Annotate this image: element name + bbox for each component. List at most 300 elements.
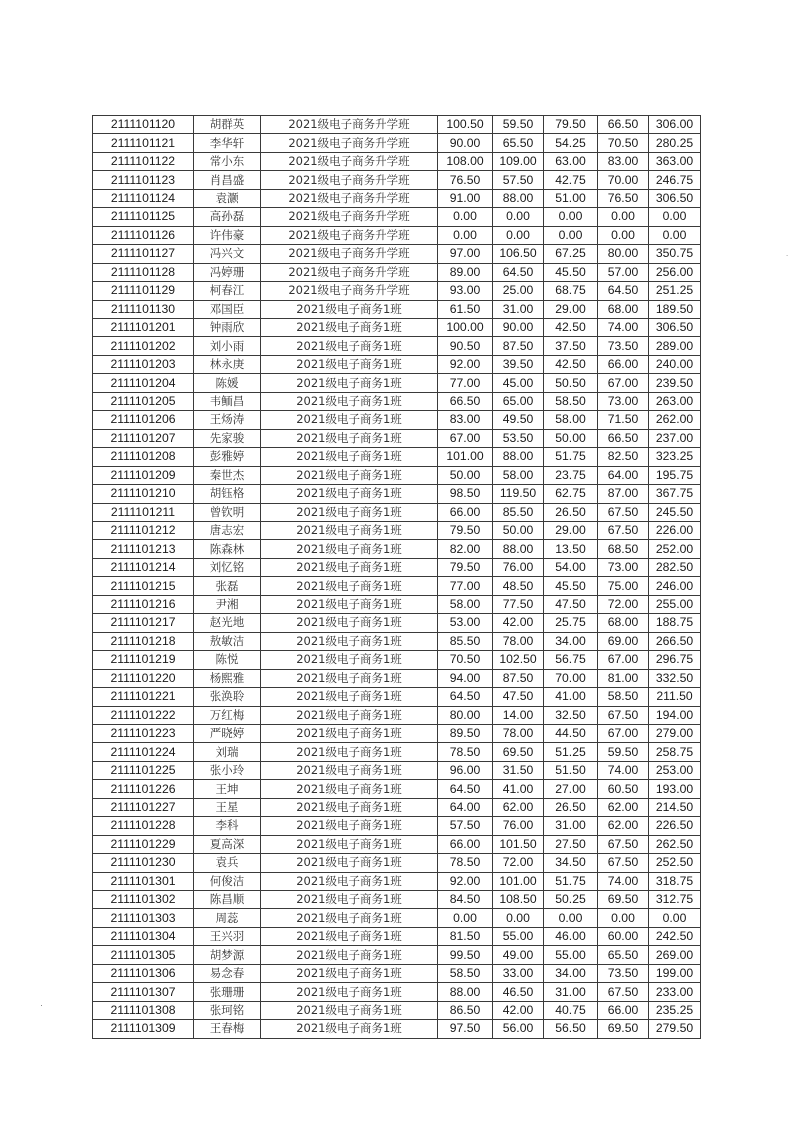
student-name-cell: 易念春 [194, 964, 261, 982]
score-2-cell: 65.50 [493, 134, 544, 152]
student-id-cell: 2111101220 [93, 669, 194, 687]
score-2-cell: 33.00 [493, 964, 544, 982]
score-2-cell: 31.00 [493, 300, 544, 318]
score-1-cell: 100.00 [438, 318, 493, 336]
scan-speck: · [40, 1000, 43, 1010]
score-1-cell: 64.50 [438, 780, 493, 798]
student-id-cell: 2111101130 [93, 300, 194, 318]
score-2-cell: 88.00 [493, 189, 544, 207]
total-score-cell: 251.25 [649, 282, 701, 300]
score-2-cell: 88.00 [493, 540, 544, 558]
class-cell: 2021级电子商务1班 [261, 983, 438, 1001]
class-cell: 2021级电子商务升学班 [261, 226, 438, 244]
score-1-cell: 93.00 [438, 282, 493, 300]
total-score-cell: 269.00 [649, 946, 701, 964]
score-2-cell: 0.00 [493, 909, 544, 927]
table-row [93, 226, 701, 244]
student-id-cell: 2111101307 [93, 983, 194, 1001]
score-1-cell: 57.50 [438, 817, 493, 835]
student-name-cell: 冯婷珊 [194, 263, 261, 281]
score-4-cell: 62.00 [598, 817, 649, 835]
score-4-cell: 68.00 [598, 614, 649, 632]
student-id-cell: 2111101303 [93, 909, 194, 927]
class-cell: 2021级电子商务1班 [261, 411, 438, 429]
student-id-cell: 2111101122 [93, 152, 194, 170]
score-1-cell: 80.00 [438, 706, 493, 724]
score-2-cell: 72.00 [493, 854, 544, 872]
student-id-cell: 2111101224 [93, 743, 194, 761]
score-3-cell: 37.50 [544, 337, 598, 355]
student-name-cell: 肖昌盛 [194, 171, 261, 189]
score-4-cell: 67.00 [598, 651, 649, 669]
score-4-cell: 65.50 [598, 946, 649, 964]
table-row [93, 891, 701, 909]
class-cell: 2021级电子商务升学班 [261, 245, 438, 263]
score-2-cell: 59.50 [493, 116, 544, 134]
class-cell: 2021级电子商务1班 [261, 927, 438, 945]
class-cell: 2021级电子商务1班 [261, 724, 438, 742]
student-name-cell: 林永庚 [194, 355, 261, 373]
total-score-cell: 194.00 [649, 706, 701, 724]
total-score-cell: 296.75 [649, 651, 701, 669]
score-4-cell: 70.00 [598, 171, 649, 189]
score-2-cell: 109.00 [493, 152, 544, 170]
score-3-cell: 45.50 [544, 263, 598, 281]
table-row [93, 429, 701, 447]
score-4-cell: 62.00 [598, 798, 649, 816]
total-score-cell: 253.00 [649, 761, 701, 779]
table-row [93, 263, 701, 281]
score-2-cell: 46.50 [493, 983, 544, 1001]
score-3-cell: 26.50 [544, 798, 598, 816]
score-4-cell: 80.00 [598, 245, 649, 263]
class-cell: 2021级电子商务升学班 [261, 116, 438, 134]
score-3-cell: 29.00 [544, 300, 598, 318]
table-row [93, 448, 701, 466]
class-cell: 2021级电子商务1班 [261, 761, 438, 779]
score-3-cell: 27.50 [544, 835, 598, 853]
student-id-cell: 2111101208 [93, 448, 194, 466]
score-3-cell: 23.75 [544, 466, 598, 484]
score-1-cell: 64.50 [438, 688, 493, 706]
score-1-cell: 66.50 [438, 392, 493, 410]
table-row [93, 318, 701, 336]
class-cell: 2021级电子商务1班 [261, 669, 438, 687]
score-3-cell: 63.00 [544, 152, 598, 170]
class-cell: 2021级电子商务1班 [261, 337, 438, 355]
score-1-cell: 64.00 [438, 798, 493, 816]
student-name-cell: 张磊 [194, 577, 261, 595]
score-1-cell: 53.00 [438, 614, 493, 632]
score-2-cell: 53.50 [493, 429, 544, 447]
score-2-cell: 56.00 [493, 1020, 544, 1038]
student-name-cell: 先家骏 [194, 429, 261, 447]
score-2-cell: 87.50 [493, 337, 544, 355]
class-cell: 2021级电子商务1班 [261, 374, 438, 392]
class-cell: 2021级电子商务1班 [261, 946, 438, 964]
score-1-cell: 97.00 [438, 245, 493, 263]
score-1-cell: 100.50 [438, 116, 493, 134]
score-1-cell: 81.50 [438, 927, 493, 945]
student-id-cell: 2111101222 [93, 706, 194, 724]
score-4-cell: 72.00 [598, 595, 649, 613]
score-1-cell: 50.00 [438, 466, 493, 484]
student-id-cell: 2111101230 [93, 854, 194, 872]
table-row [93, 688, 701, 706]
score-4-cell: 67.00 [598, 374, 649, 392]
score-2-cell: 62.00 [493, 798, 544, 816]
student-id-cell: 2111101207 [93, 429, 194, 447]
score-table [92, 115, 701, 1039]
table-row [93, 521, 701, 539]
score-4-cell: 64.50 [598, 282, 649, 300]
total-score-cell: 252.50 [649, 854, 701, 872]
class-cell: 2021级电子商务1班 [261, 909, 438, 927]
class-cell: 2021级电子商务1班 [261, 817, 438, 835]
score-4-cell: 0.00 [598, 226, 649, 244]
score-4-cell: 69.50 [598, 891, 649, 909]
class-cell: 2021级电子商务1班 [261, 503, 438, 521]
score-1-cell: 79.50 [438, 521, 493, 539]
class-cell: 2021级电子商务1班 [261, 964, 438, 982]
table-row [93, 374, 701, 392]
student-id-cell: 2111101227 [93, 798, 194, 816]
score-1-cell: 86.50 [438, 1001, 493, 1019]
class-cell: 2021级电子商务1班 [261, 392, 438, 410]
total-score-cell: 252.00 [649, 540, 701, 558]
total-score-cell: 214.50 [649, 798, 701, 816]
score-2-cell: 78.00 [493, 632, 544, 650]
student-name-cell: 彭雅婷 [194, 448, 261, 466]
table-row [93, 337, 701, 355]
student-name-cell: 张小玲 [194, 761, 261, 779]
student-name-cell: 张涣聆 [194, 688, 261, 706]
student-name-cell: 杨熙雅 [194, 669, 261, 687]
table-row [93, 392, 701, 410]
class-cell: 2021级电子商务1班 [261, 632, 438, 650]
score-1-cell: 89.50 [438, 724, 493, 742]
score-4-cell: 68.50 [598, 540, 649, 558]
table-row [93, 466, 701, 484]
student-id-cell: 2111101121 [93, 134, 194, 152]
score-4-cell: 69.50 [598, 1020, 649, 1038]
total-score-cell: 0.00 [649, 226, 701, 244]
score-3-cell: 0.00 [544, 909, 598, 927]
score-3-cell: 68.75 [544, 282, 598, 300]
score-3-cell: 50.00 [544, 429, 598, 447]
score-2-cell: 78.00 [493, 724, 544, 742]
student-id-cell: 2111101225 [93, 761, 194, 779]
total-score-cell: 306.50 [649, 318, 701, 336]
table-row [93, 780, 701, 798]
total-score-cell: 266.50 [649, 632, 701, 650]
total-score-cell: 226.50 [649, 817, 701, 835]
student-id-cell: 2111101203 [93, 355, 194, 373]
class-cell: 2021级电子商务1班 [261, 540, 438, 558]
table-row [93, 964, 701, 982]
student-id-cell: 2111101123 [93, 171, 194, 189]
total-score-cell: 189.50 [649, 300, 701, 318]
score-3-cell: 58.50 [544, 392, 598, 410]
class-cell: 2021级电子商务1班 [261, 595, 438, 613]
student-id-cell: 2111101129 [93, 282, 194, 300]
class-cell: 2021级电子商务1班 [261, 1001, 438, 1019]
total-score-cell: 195.75 [649, 466, 701, 484]
class-cell: 2021级电子商务1班 [261, 614, 438, 632]
student-id-cell: 2111101306 [93, 964, 194, 982]
student-id-cell: 2111101302 [93, 891, 194, 909]
score-4-cell: 74.00 [598, 872, 649, 890]
score-3-cell: 58.00 [544, 411, 598, 429]
student-name-cell: 陈森林 [194, 540, 261, 558]
student-id-cell: 2111101218 [93, 632, 194, 650]
student-id-cell: 2111101201 [93, 318, 194, 336]
student-name-cell: 周蕊 [194, 909, 261, 927]
student-name-cell: 常小东 [194, 152, 261, 170]
total-score-cell: 279.00 [649, 724, 701, 742]
table-row [93, 595, 701, 613]
total-score-cell: 245.50 [649, 503, 701, 521]
class-cell: 2021级电子商务升学班 [261, 171, 438, 189]
score-1-cell: 98.50 [438, 485, 493, 503]
student-name-cell: 袁灏 [194, 189, 261, 207]
table-row [93, 152, 701, 170]
score-1-cell: 90.00 [438, 134, 493, 152]
total-score-cell: 255.00 [649, 595, 701, 613]
score-4-cell: 67.00 [598, 724, 649, 742]
class-cell: 2021级电子商务1班 [261, 688, 438, 706]
score-1-cell: 77.00 [438, 577, 493, 595]
table-row [93, 706, 701, 724]
score-2-cell: 0.00 [493, 226, 544, 244]
table-row [93, 872, 701, 890]
class-cell: 2021级电子商务1班 [261, 798, 438, 816]
class-cell: 2021级电子商务升学班 [261, 282, 438, 300]
score-2-cell: 14.00 [493, 706, 544, 724]
student-name-cell: 尹湘 [194, 595, 261, 613]
student-id-cell: 2111101126 [93, 226, 194, 244]
score-3-cell: 0.00 [544, 226, 598, 244]
student-name-cell: 张珂铭 [194, 1001, 261, 1019]
score-3-cell: 26.50 [544, 503, 598, 521]
total-score-cell: 233.00 [649, 983, 701, 1001]
total-score-cell: 312.75 [649, 891, 701, 909]
score-2-cell: 119.50 [493, 485, 544, 503]
score-4-cell: 69.00 [598, 632, 649, 650]
score-2-cell: 42.00 [493, 614, 544, 632]
table-row [93, 134, 701, 152]
table-row [93, 946, 701, 964]
score-3-cell: 50.50 [544, 374, 598, 392]
score-2-cell: 77.50 [493, 595, 544, 613]
class-cell: 2021级电子商务1班 [261, 355, 438, 373]
score-3-cell: 70.00 [544, 669, 598, 687]
score-1-cell: 108.00 [438, 152, 493, 170]
score-1-cell: 0.00 [438, 208, 493, 226]
score-3-cell: 34.00 [544, 964, 598, 982]
table-row [93, 1020, 701, 1038]
student-name-cell: 冯兴文 [194, 245, 261, 263]
student-id-cell: 2111101128 [93, 263, 194, 281]
class-cell: 2021级电子商务1班 [261, 891, 438, 909]
total-score-cell: 367.75 [649, 485, 701, 503]
score-3-cell: 41.00 [544, 688, 598, 706]
total-score-cell: 237.00 [649, 429, 701, 447]
student-id-cell: 2111101210 [93, 485, 194, 503]
table-row [93, 669, 701, 687]
table-row [93, 761, 701, 779]
class-cell: 2021级电子商务1班 [261, 300, 438, 318]
score-4-cell: 67.50 [598, 854, 649, 872]
table-row [93, 411, 701, 429]
score-1-cell: 61.50 [438, 300, 493, 318]
total-score-cell: 240.00 [649, 355, 701, 373]
class-cell: 2021级电子商务1班 [261, 577, 438, 595]
total-score-cell: 282.50 [649, 558, 701, 576]
student-name-cell: 高孙磊 [194, 208, 261, 226]
score-3-cell: 40.75 [544, 1001, 598, 1019]
score-2-cell: 0.00 [493, 208, 544, 226]
table-row [93, 927, 701, 945]
class-cell: 2021级电子商务1班 [261, 521, 438, 539]
score-2-cell: 88.00 [493, 448, 544, 466]
total-score-cell: 235.25 [649, 1001, 701, 1019]
score-2-cell: 87.50 [493, 669, 544, 687]
table-row [93, 724, 701, 742]
score-3-cell: 13.50 [544, 540, 598, 558]
score-3-cell: 42.50 [544, 318, 598, 336]
score-3-cell: 32.50 [544, 706, 598, 724]
score-3-cell: 47.50 [544, 595, 598, 613]
student-id-cell: 2111101215 [93, 577, 194, 595]
class-cell: 2021级电子商务升学班 [261, 208, 438, 226]
score-2-cell: 101.00 [493, 872, 544, 890]
score-2-cell: 49.00 [493, 946, 544, 964]
score-3-cell: 42.75 [544, 171, 598, 189]
student-name-cell: 严晓婷 [194, 724, 261, 742]
score-1-cell: 78.50 [438, 743, 493, 761]
score-3-cell: 31.00 [544, 817, 598, 835]
score-2-cell: 64.50 [493, 263, 544, 281]
score-1-cell: 88.00 [438, 983, 493, 1001]
score-3-cell: 31.00 [544, 983, 598, 1001]
total-score-cell: 262.50 [649, 835, 701, 853]
score-2-cell: 49.50 [493, 411, 544, 429]
score-1-cell: 70.50 [438, 651, 493, 669]
score-3-cell: 54.00 [544, 558, 598, 576]
student-id-cell: 2111101308 [93, 1001, 194, 1019]
total-score-cell: 256.00 [649, 263, 701, 281]
total-score-cell: 306.50 [649, 189, 701, 207]
score-4-cell: 76.50 [598, 189, 649, 207]
total-score-cell: 188.75 [649, 614, 701, 632]
score-2-cell: 76.00 [493, 558, 544, 576]
student-id-cell: 2111101304 [93, 927, 194, 945]
student-id-cell: 2111101309 [93, 1020, 194, 1038]
student-name-cell: 袁兵 [194, 854, 261, 872]
student-name-cell: 李华轩 [194, 134, 261, 152]
score-1-cell: 0.00 [438, 909, 493, 927]
class-cell: 2021级电子商务1班 [261, 743, 438, 761]
student-id-cell: 2111101305 [93, 946, 194, 964]
score-4-cell: 67.50 [598, 521, 649, 539]
score-4-cell: 57.00 [598, 263, 649, 281]
class-cell: 2021级电子商务1班 [261, 706, 438, 724]
class-cell: 2021级电子商务1班 [261, 835, 438, 853]
table-row [93, 743, 701, 761]
total-score-cell: 193.00 [649, 780, 701, 798]
score-1-cell: 84.50 [438, 891, 493, 909]
score-1-cell: 92.00 [438, 872, 493, 890]
student-name-cell: 柯春江 [194, 282, 261, 300]
score-2-cell: 58.00 [493, 466, 544, 484]
score-4-cell: 60.50 [598, 780, 649, 798]
table-row [93, 503, 701, 521]
score-1-cell: 85.50 [438, 632, 493, 650]
score-table-body [93, 116, 701, 1039]
class-cell: 2021级电子商务1班 [261, 485, 438, 503]
score-1-cell: 58.50 [438, 964, 493, 982]
score-1-cell: 78.50 [438, 854, 493, 872]
score-4-cell: 81.00 [598, 669, 649, 687]
total-score-cell: 239.50 [649, 374, 701, 392]
class-cell: 2021级电子商务升学班 [261, 263, 438, 281]
student-name-cell: 王兴羽 [194, 927, 261, 945]
score-1-cell: 89.00 [438, 263, 493, 281]
score-2-cell: 65.00 [493, 392, 544, 410]
score-4-cell: 73.50 [598, 337, 649, 355]
student-id-cell: 2111101206 [93, 411, 194, 429]
total-score-cell: 263.00 [649, 392, 701, 410]
class-cell: 2021级电子商务1班 [261, 1020, 438, 1038]
student-name-cell: 张珊珊 [194, 983, 261, 1001]
score-3-cell: 34.50 [544, 854, 598, 872]
score-1-cell: 77.00 [438, 374, 493, 392]
class-cell: 2021级电子商务升学班 [261, 134, 438, 152]
score-2-cell: 76.00 [493, 817, 544, 835]
score-1-cell: 91.00 [438, 189, 493, 207]
student-name-cell: 陈悦 [194, 651, 261, 669]
total-score-cell: 242.50 [649, 927, 701, 945]
total-score-cell: 363.00 [649, 152, 701, 170]
score-3-cell: 45.50 [544, 577, 598, 595]
score-4-cell: 67.50 [598, 706, 649, 724]
total-score-cell: 280.25 [649, 134, 701, 152]
score-1-cell: 83.00 [438, 411, 493, 429]
student-name-cell: 胡群英 [194, 116, 261, 134]
student-name-cell: 胡梦源 [194, 946, 261, 964]
score-4-cell: 66.00 [598, 1001, 649, 1019]
student-name-cell: 韦鲕昌 [194, 392, 261, 410]
score-2-cell: 57.50 [493, 171, 544, 189]
score-4-cell: 66.50 [598, 429, 649, 447]
total-score-cell: 0.00 [649, 208, 701, 226]
student-name-cell: 邓国臣 [194, 300, 261, 318]
class-cell: 2021级电子商务升学班 [261, 152, 438, 170]
total-score-cell: 279.50 [649, 1020, 701, 1038]
score-4-cell: 73.00 [598, 558, 649, 576]
score-2-cell: 106.50 [493, 245, 544, 263]
total-score-cell: 306.00 [649, 116, 701, 134]
score-2-cell: 42.00 [493, 1001, 544, 1019]
student-id-cell: 2111101217 [93, 614, 194, 632]
table-row [93, 798, 701, 816]
student-id-cell: 2111101212 [93, 521, 194, 539]
score-1-cell: 90.50 [438, 337, 493, 355]
score-1-cell: 97.50 [438, 1020, 493, 1038]
student-name-cell: 刘瑞 [194, 743, 261, 761]
table-row [93, 632, 701, 650]
